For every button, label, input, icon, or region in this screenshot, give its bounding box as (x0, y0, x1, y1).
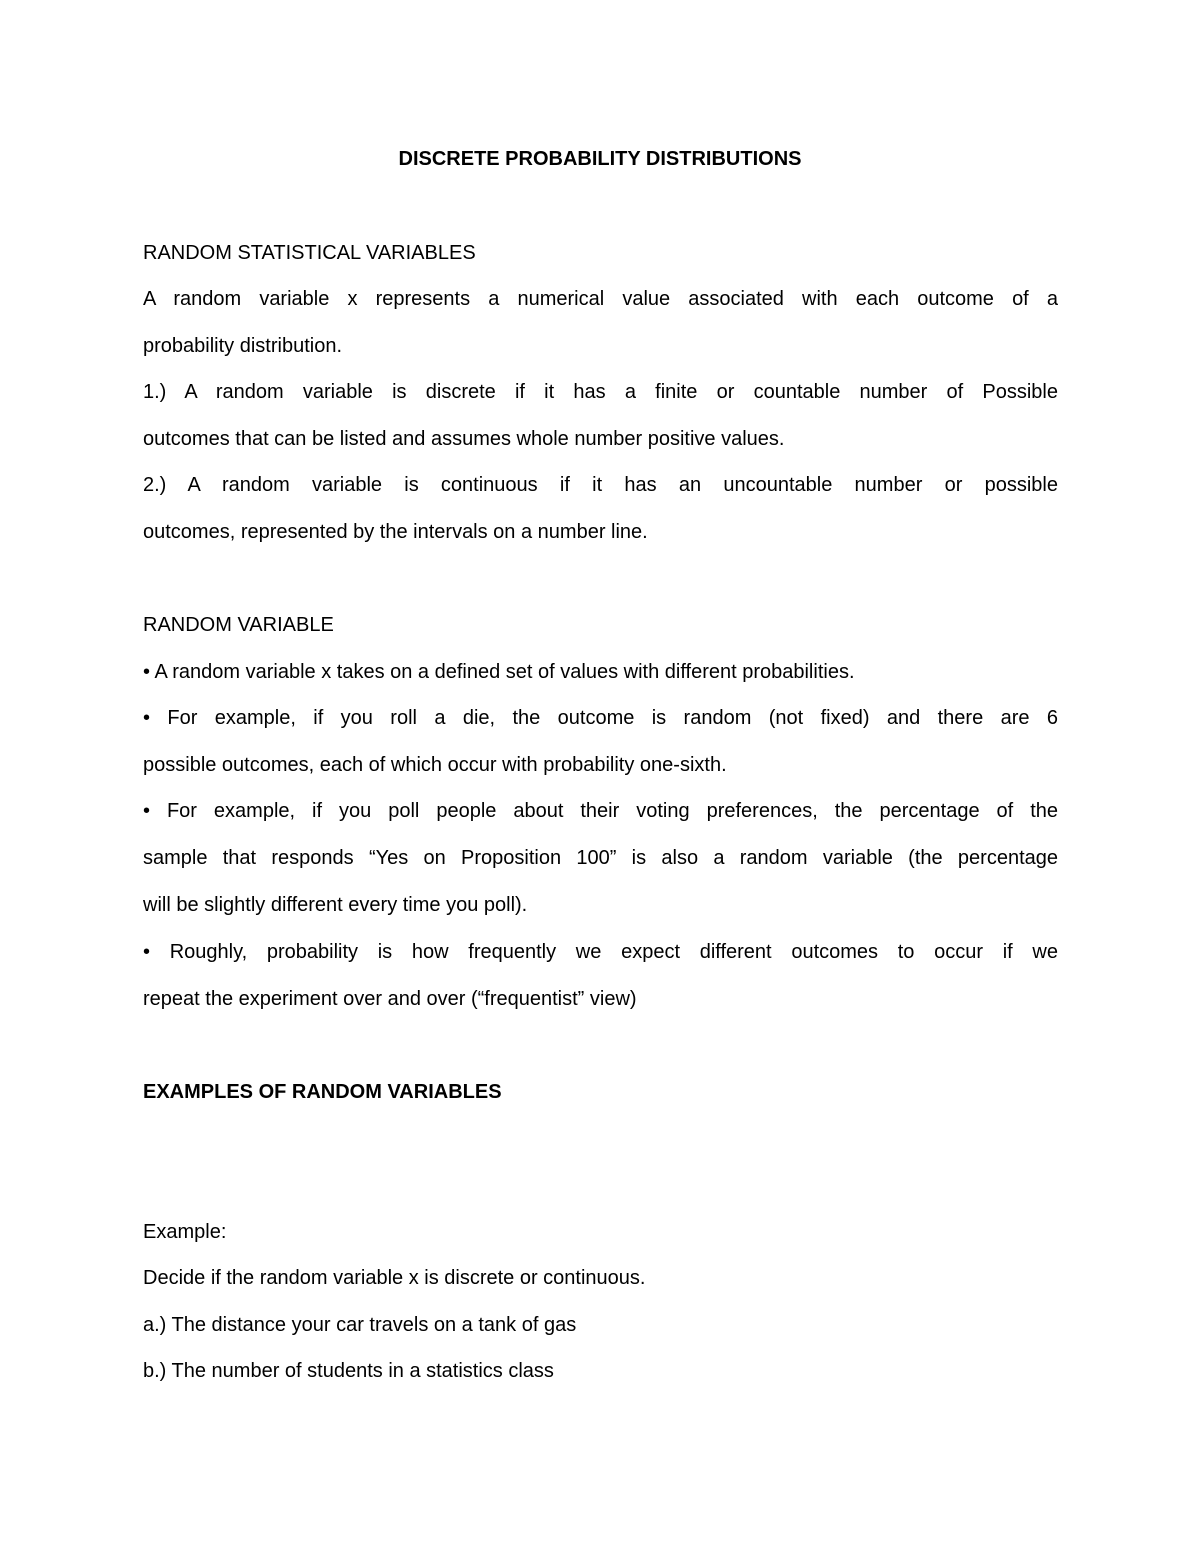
bullet-4-line-2: repeat the experiment over and over (“frequentist” view) (143, 988, 637, 1010)
example-prompt: Decide if the random variable x is discrete or continuous. (143, 1267, 646, 1289)
example-label: Example: (143, 1221, 227, 1243)
item-2-line-2: outcomes, represented by the intervals on a number line. (143, 521, 648, 543)
bullet-3-line-3: will be slightly different every time you poll). (143, 894, 528, 916)
bullet-1-line-1: • A random variable x takes on a defined set of values with different probabilities. (143, 661, 855, 683)
bullet-3-line-2: sample that responds “Yes on Proposition 100” is also a random variable (the percentage (143, 847, 1058, 869)
example-item-b: b.) The number of students in a statistics class (143, 1360, 554, 1382)
item-2-line-1: 2.) A random variable is continuous if it has an uncountable number or possible (143, 474, 1058, 496)
item-1-line-2: outcomes that can be listed and assumes whole number positive values. (143, 428, 785, 450)
bullet-3-line-1: • For example, if you poll people about their voting preferences, the percentage of the (143, 800, 1058, 822)
bullet-4-line-1: • Roughly, probability is how frequently we expect different outcomes to occur if we (143, 941, 1058, 963)
intro-line-1: A random variable x represents a numerical value associated with each outcome of a (143, 288, 1058, 310)
bullet-2-line-2: possible outcomes, each of which occur with probability one-sixth. (143, 754, 727, 776)
bullet-2-line-1: • For example, if you roll a die, the outcome is random (not fixed) and there are 6 (143, 707, 1058, 729)
page-title: DISCRETE PROBABILITY DISTRIBUTIONS (398, 148, 802, 170)
section-heading-random-statistical-variables: RANDOM STATISTICAL VARIABLES (143, 242, 476, 264)
intro-line-2: probability distribution. (143, 335, 342, 357)
item-1-line-1: 1.) A random variable is discrete if it has a finite or countable number of Possible (143, 381, 1058, 403)
section-heading-examples-of-random-variables: EXAMPLES OF RANDOM VARIABLES (143, 1081, 502, 1103)
section-heading-random-variable: RANDOM VARIABLE (143, 614, 334, 636)
example-item-a: a.) The distance your car travels on a tank of gas (143, 1314, 577, 1336)
